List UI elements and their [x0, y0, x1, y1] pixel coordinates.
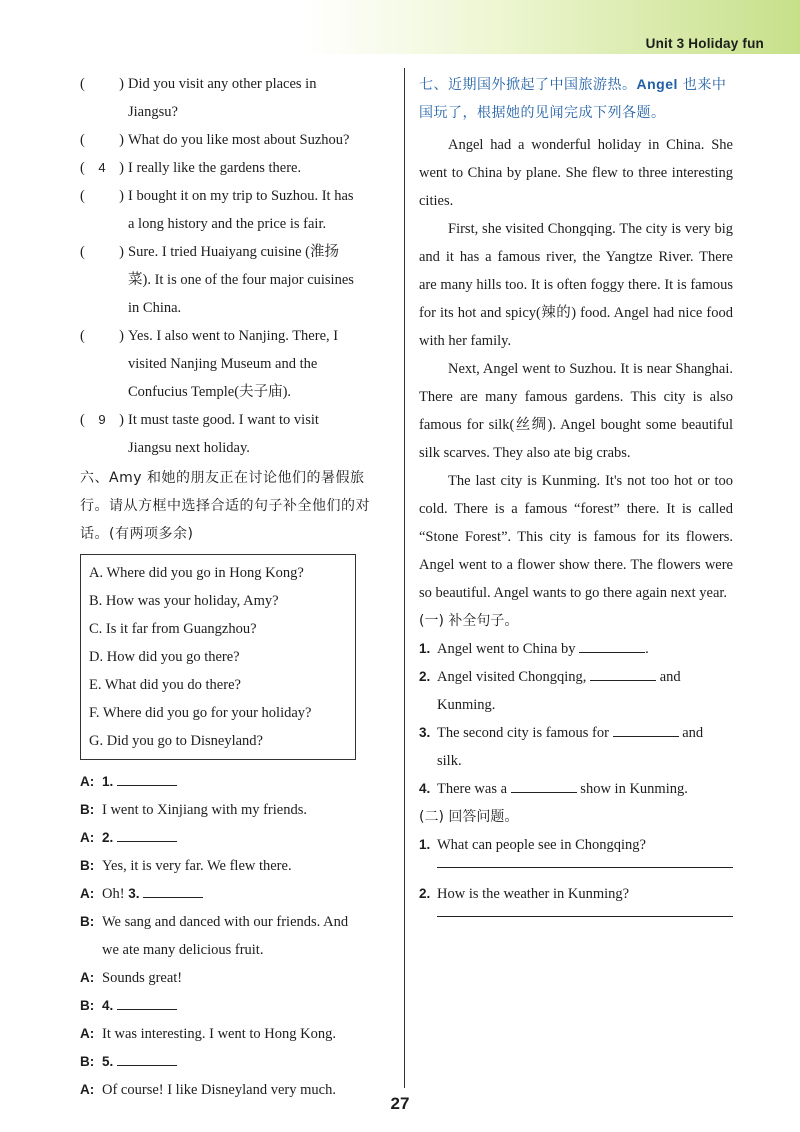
part2-title: (二) 回答问题。 [419, 809, 519, 825]
section6-title [80, 464, 392, 548]
question-after: . [645, 641, 649, 657]
answer-blank[interactable] [579, 638, 645, 653]
exercise5-list [80, 70, 392, 462]
answer-parens: ( 4 ) [80, 154, 128, 182]
section7-title-cn: 七、近期国外掀起了中国旅游热。 [419, 77, 637, 93]
answer-parens: ( ) [80, 322, 128, 406]
dialogue-line [80, 992, 392, 1020]
answer-blank[interactable] [117, 771, 177, 786]
section7-title-line2: 国玩了，根据她的见闻完成下列各题。 [419, 105, 666, 121]
passage-paragraph: Angel had a wonderful holiday in China. She went to China by plane. She flew to three interesting cities. [419, 137, 733, 209]
question-before: Angel visited Chongqing, [437, 669, 591, 685]
answer-parens: ( ) [80, 238, 128, 322]
dialogue-text-line: It was interesting. I went to Hong Kong. [102, 1026, 336, 1042]
exercise-line: in China. [128, 300, 182, 316]
exercise-line: I bought it on my trip to Suzhou. It has [128, 188, 354, 204]
answer-question [419, 880, 733, 908]
dialogue-text-line: we ate many delicious fruit. [102, 942, 264, 958]
speaker-label: A: [80, 830, 95, 845]
answer-blank[interactable] [143, 883, 203, 898]
exercise-text [128, 70, 392, 126]
answer-value[interactable]: 9 [98, 412, 106, 427]
dialogue-text [102, 880, 392, 908]
question-continuation: silk. [437, 753, 462, 769]
dialogue-text-line: Yes, it is very far. We flew there. [102, 858, 292, 874]
fill-question [419, 635, 733, 663]
section7-title-en: Angel [636, 76, 678, 92]
dialogue-line [80, 796, 392, 824]
dialogue-text [102, 852, 392, 880]
dialogue-text [102, 1048, 392, 1076]
section6-title-line: 话。(有两项多余) [80, 526, 194, 542]
fill-question [419, 719, 733, 775]
part2-items [419, 831, 733, 917]
blank-number: 2. [102, 830, 114, 845]
fill-question [419, 775, 733, 803]
exercise-line: a long history and the price is fair. [128, 216, 327, 232]
answer-line[interactable] [437, 867, 733, 868]
question-text [437, 719, 733, 775]
question-before: There was a [437, 781, 511, 797]
fill-question [419, 663, 733, 719]
reading-passage [419, 131, 733, 607]
answer-blank[interactable] [613, 722, 679, 737]
answer-blank[interactable] [511, 778, 577, 793]
left-column [80, 70, 392, 1104]
speaker-label: A: [80, 970, 95, 985]
exercise-row [80, 126, 392, 154]
dialogue-line [80, 1048, 392, 1076]
dialogue-line [80, 964, 392, 992]
speaker-label: A: [80, 1026, 95, 1041]
unit-title: Unit 3 Holiday fun [645, 36, 764, 51]
exercise-line: I really like the gardens there. [128, 160, 302, 176]
speaker-label: A: [80, 1082, 95, 1097]
answer-parens: ( ) [80, 182, 128, 238]
speaker-label: B: [80, 998, 95, 1013]
answer-value[interactable] [85, 126, 119, 154]
exercise-text [128, 406, 392, 462]
dialogue-line [80, 768, 392, 796]
answer-value[interactable] [85, 322, 119, 406]
answer-line[interactable] [437, 916, 733, 917]
answer-value[interactable]: 4 [98, 160, 106, 175]
blank-number: 5. [102, 1054, 114, 1069]
speaker-label: A: [80, 774, 95, 789]
right-column [419, 70, 733, 929]
blank-number: 4. [102, 998, 114, 1013]
dialogue-line [80, 824, 392, 852]
options-box [80, 554, 356, 760]
question-number: 2. [419, 669, 431, 684]
question-after: show in Kunming. [576, 781, 688, 797]
dialogue-text-line: Of course! I like Disneyland very much. [102, 1082, 336, 1098]
exercise-text [128, 126, 392, 154]
answer-parens: ( ) [80, 70, 128, 126]
section7-title-tail: 也来中 [677, 77, 727, 93]
speaker-label: B: [80, 914, 95, 929]
dialogue-text [102, 964, 392, 992]
question-text [437, 635, 733, 663]
dialogue-text [102, 1020, 392, 1048]
exercise-line: It must taste good. I want to visit [128, 412, 319, 428]
dialogue-text-line: We sang and danced with our friends. And [102, 914, 349, 930]
answer-parens: ( 9 ) [80, 406, 128, 462]
exercise-line: Confucius Temple(夫子庙). [128, 384, 292, 400]
exercise-row [80, 406, 392, 462]
exercise-row [80, 154, 392, 182]
question-after: and [678, 725, 704, 741]
exercise-line: Sure. I tried Huaiyang cuisine (淮扬 [128, 244, 340, 260]
exercise-line: Jiangsu? [128, 104, 178, 120]
page-number: 27 [390, 1094, 410, 1113]
answer-blank[interactable] [590, 666, 656, 681]
exercise-line: What do you like most about Suzhou? [128, 132, 350, 148]
dialogue-text-line: Sounds great! [102, 970, 183, 986]
speaker-label: A: [80, 886, 95, 901]
exercise-text [128, 238, 392, 322]
dialogue-text-line: I went to Xinjiang with my friends. [102, 802, 307, 818]
option-item: A. Where did you go in Hong Kong? [89, 565, 304, 581]
answer-parens: ( ) [80, 126, 128, 154]
option-item: D. How did you go there? [89, 649, 240, 665]
question-text [437, 663, 733, 719]
answer-value[interactable] [85, 238, 119, 322]
exercise-row [80, 322, 392, 406]
part1-items [419, 635, 733, 803]
dialogue-text [102, 824, 392, 852]
answer-blank[interactable] [117, 827, 177, 842]
question-continuation: Kunming. [437, 697, 496, 713]
question-number: 3. [419, 725, 431, 740]
part1-title: (一) 补全句子。 [419, 613, 519, 629]
exercise-line: Jiangsu next holiday. [128, 440, 250, 456]
question-before: Angel went to China by [437, 641, 580, 657]
exercise-line: visited Nanjing Museum and the [128, 356, 318, 372]
option-item: B. How was your holiday, Amy? [89, 593, 279, 609]
question-after: and [656, 669, 681, 685]
dialogue-text [102, 908, 392, 964]
option-item: G. Did you go to Disneyland? [89, 733, 263, 749]
exercise-line: 菜). It is one of the four major cuisines [128, 272, 354, 288]
speaker-label: B: [80, 802, 95, 817]
option-item: F. Where did you go for your holiday? [89, 705, 312, 721]
question-number: 1. [419, 837, 431, 852]
speaker-label: B: [80, 858, 95, 873]
blank-number: 1. [102, 774, 114, 789]
dialogue-text [102, 796, 392, 824]
passage-paragraph: The last city is Kunming. It's not too hot or too cold. There is a famous “forest” there. It is called “Stone Forest”. This city is famous for its flowers. Angel went to a flower show there. The flowers were so beautiful. Angel wants to go there again next year. [419, 473, 733, 601]
exercise-line: Yes. I also went to Nanjing. There, I [128, 328, 339, 344]
question-text: How is the weather in Kunming? [437, 886, 630, 902]
section6-title-line: 六、Amy 和她的朋友正在讨论他们的暑假旅 [80, 470, 365, 486]
answer-value[interactable] [85, 70, 119, 126]
exercise-text [128, 154, 392, 182]
question-text: What can people see in Chongqing? [437, 837, 646, 853]
dialogue-line [80, 880, 392, 908]
exercise-text [128, 322, 392, 406]
section6-title-line: 行。请从方框中选择合适的句子补全他们的对 [80, 498, 370, 514]
question-number: 4. [419, 781, 431, 796]
exercise-text [128, 182, 392, 238]
answer-blank[interactable] [117, 1051, 177, 1066]
exercise-row [80, 70, 392, 126]
exercise-line: Did you visit any other places in [128, 76, 317, 92]
exercise-row [80, 182, 392, 238]
blank-number: 3. [128, 886, 140, 901]
question-number: 1. [419, 641, 431, 656]
column-divider [404, 68, 405, 1088]
option-item: C. Is it far from Guangzhou? [89, 621, 257, 637]
dialogue-line [80, 1020, 392, 1048]
dialogue-prefix: Oh! [102, 886, 125, 902]
passage-paragraph: First, she visited Chongqing. The city is very big and it has a famous river, the Yangtze River. There are many hills too. It is often foggy there. It is famous for its hot and spicy(辣的) food. Angel had nice food with her family. [419, 221, 733, 349]
dialogue [80, 768, 392, 1104]
question-text [437, 775, 733, 803]
answer-question [419, 831, 733, 859]
exercise-row [80, 238, 392, 322]
answer-blank[interactable] [117, 995, 177, 1010]
option-item: E. What did you do there? [89, 677, 241, 693]
dialogue-line [80, 852, 392, 880]
passage-paragraph: Next, Angel went to Suzhou. It is near Shanghai. There are many famous gardens. This city is also famous for silk(丝绸). Angel bought some beautiful silk scarves. They also ate big crabs. [419, 361, 733, 461]
section7-title [419, 70, 733, 127]
dialogue-text [102, 992, 392, 1020]
answer-value[interactable] [85, 182, 119, 238]
speaker-label: B: [80, 1054, 95, 1069]
question-number: 2. [419, 886, 431, 901]
dialogue-line [80, 908, 392, 964]
question-before: The second city is famous for [437, 725, 613, 741]
dialogue-text [102, 768, 392, 796]
